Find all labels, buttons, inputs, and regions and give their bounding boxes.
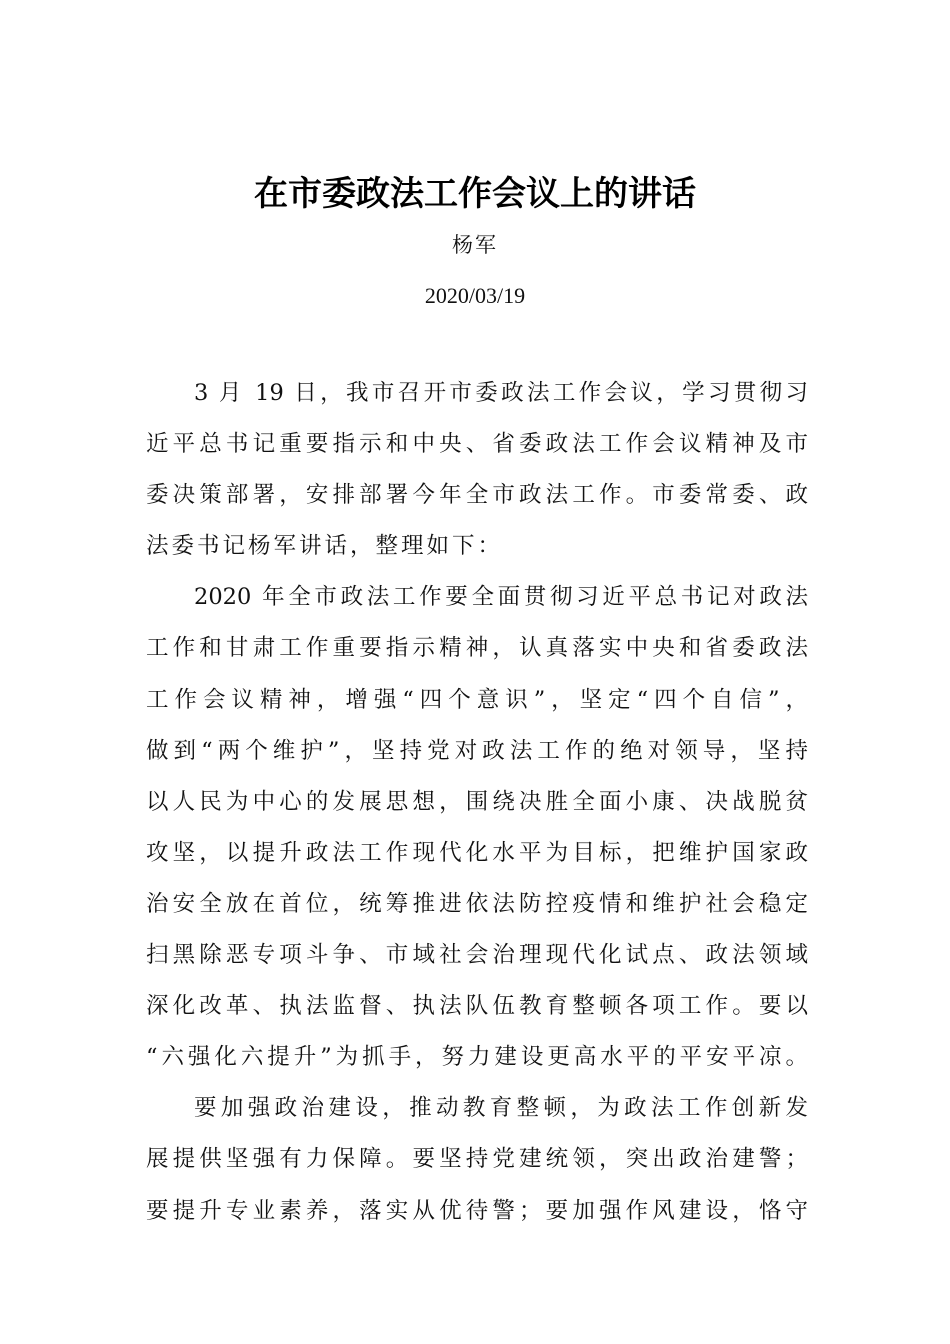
body-line: 要加强政治建设，推动教育整顿，为政法工作创新发 [194, 1095, 808, 1122]
body-line: 委决策部署，安排部署今年全市政法工作。市委常委、政 [146, 482, 808, 509]
body-line: 做到“两个维护”，坚持党对政法工作的绝对领导，坚持 [146, 737, 808, 764]
body-line: 展提供坚强有力保障。要坚持党建统领，突出政治建警； [146, 1146, 808, 1173]
body-line: 工作和甘肃工作重要指示精神，认真落实中央和省委政法 [146, 635, 808, 662]
body-line: 攻坚，以提升政法工作现代化水平为目标，把维护国家政 [146, 839, 808, 866]
body-line: “六强化六提升”为抓手，努力建设更高水平的平安平凉。 [146, 1044, 808, 1071]
body-line: 深化改革、执法监督、执法队伍教育整顿各项工作。要以 [146, 993, 808, 1020]
body-line: 要提升专业素养，落实从优待警；要加强作风建设，恪守 [146, 1197, 808, 1224]
body-line: 治安全放在首位，统筹推进依法防控疫情和维护社会稳定 [146, 890, 808, 917]
body-line: 扫黑除恶专项斗争、市域社会治理现代化试点、政法领域 [146, 942, 808, 969]
body-line: 2020 年全市政法工作要全面贯彻习近平总书记对政法 [194, 584, 808, 611]
document-title: 在市委政法工作会议上的讲话 [254, 174, 696, 214]
body-line: 法委书记杨军讲话，整理如下： [146, 533, 504, 560]
body-line: 以人民为中心的发展思想，围绕决胜全面小康、决战脱贫 [146, 788, 808, 815]
document-author: 杨军 [452, 233, 498, 257]
document-date: 2020/03/19 [424, 283, 526, 308]
document-body [146, 368, 808, 1237]
body-line: 工作会议精神，增强“四个意识”，坚定“四个自信”， [146, 686, 808, 713]
body-line: 近平总书记重要指示和中央、省委政法工作会议精神及市 [146, 431, 808, 458]
body-line: 3 月 19 日，我市召开市委政法工作会议，学习贯彻习 [194, 380, 808, 406]
